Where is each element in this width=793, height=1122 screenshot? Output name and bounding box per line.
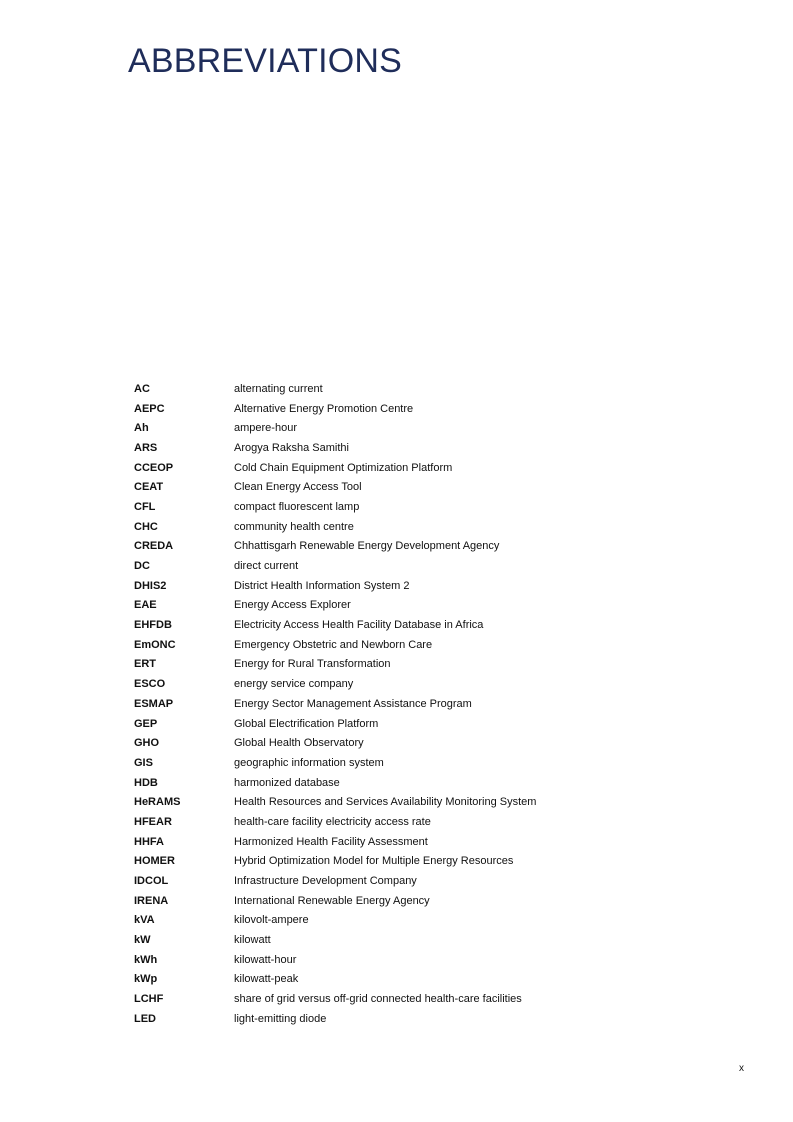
abbreviation-definition: Energy Access Explorer (234, 599, 351, 612)
abbreviation-row (134, 497, 654, 517)
abbreviation-definition: kilowatt-hour (234, 953, 297, 966)
abbreviation-code: DHIS2 (134, 579, 167, 592)
abbreviation-row (134, 596, 654, 616)
abbreviation-definition: Health Resources and Services Availability Monitoring System (234, 796, 537, 809)
abbreviation-definition: Cold Chain Equipment Optimization Platform (234, 461, 453, 474)
abbreviation-code: Ah (134, 422, 149, 435)
abbreviation-row (134, 537, 654, 557)
abbreviation-definition: District Health Information System 2 (234, 579, 410, 592)
abbreviation-definition: direct current (234, 560, 299, 573)
abbreviation-definition: kilowatt-peak (234, 973, 299, 986)
abbreviation-code: CCEOP (134, 461, 174, 474)
abbreviation-definition: Clean Energy Access Tool (234, 481, 362, 494)
abbreviation-code: CHC (134, 520, 158, 533)
abbreviation-definition: Global Health Observatory (234, 737, 364, 750)
abbreviation-code: ERT (134, 658, 156, 671)
page-title: ABBREVIATIONS (128, 42, 403, 80)
abbreviation-definition: share of grid versus off-grid connected health-care facilities (234, 993, 522, 1006)
abbreviation-definition: kilowatt (234, 934, 271, 947)
abbreviation-definition: community health centre (234, 520, 354, 533)
abbreviation-code: HDB (134, 776, 158, 789)
abbreviation-code: AEPC (134, 402, 165, 415)
abbreviation-code: LED (134, 1012, 156, 1025)
abbreviation-definition: alternating current (234, 382, 323, 395)
abbreviation-row (134, 556, 654, 576)
abbreviation-code: EHFDB (134, 619, 172, 632)
abbreviation-definition: Energy Sector Management Assistance Program (234, 697, 472, 710)
abbreviation-code: kWp (134, 973, 158, 986)
abbreviation-code: GHO (134, 737, 160, 750)
abbreviation-row (134, 773, 654, 793)
abbreviation-code: CREDA (134, 540, 174, 553)
abbreviation-row (134, 733, 654, 753)
abbreviation-code: IDCOL (134, 875, 169, 888)
abbreviation-code: DC (134, 560, 150, 573)
abbreviation-definition: Infrastructure Development Company (234, 875, 417, 888)
abbreviation-row (134, 852, 654, 872)
abbreviation-row (134, 517, 654, 537)
abbreviation-row (134, 477, 654, 497)
abbreviation-code: ESMAP (134, 697, 174, 710)
abbreviation-code: HOMER (134, 855, 175, 868)
abbreviation-code: kW (134, 934, 151, 947)
abbreviation-row (134, 714, 654, 734)
abbreviation-row (134, 1009, 654, 1029)
abbreviation-row (134, 674, 654, 694)
abbreviation-code: CEAT (134, 481, 164, 494)
abbreviation-row (134, 792, 654, 812)
abbreviation-code: IRENA (134, 894, 169, 907)
abbreviation-row (134, 911, 654, 931)
abbreviation-row (134, 871, 654, 891)
page-number: x (739, 1063, 744, 1074)
abbreviation-definition: health-care facility electricity access rate (234, 815, 431, 828)
abbreviation-row (134, 970, 654, 990)
abbreviation-row (134, 753, 654, 773)
abbreviation-definition: Energy for Rural Transformation (234, 658, 391, 671)
abbreviation-row (134, 576, 654, 596)
abbreviation-code: GEP (134, 717, 158, 730)
abbreviation-definition: Hybrid Optimization Model for Multiple Energy Resources (234, 855, 514, 868)
abbreviation-code: CFL (134, 500, 156, 513)
abbreviation-code: EmONC (134, 638, 176, 651)
abbreviation-code: kVA (134, 914, 155, 927)
abbreviation-code: EAE (134, 599, 157, 612)
abbreviation-row (134, 812, 654, 832)
abbreviation-definition: Arogya Raksha Samithi (234, 441, 349, 454)
abbreviation-row (134, 694, 654, 714)
abbreviation-definition: Harmonized Health Facility Assessment (234, 835, 428, 848)
abbreviation-list (134, 379, 654, 1029)
abbreviation-row (134, 930, 654, 950)
abbreviation-row (134, 438, 654, 458)
abbreviation-row (134, 832, 654, 852)
abbreviation-definition: Emergency Obstetric and Newborn Care (234, 638, 433, 651)
abbreviation-code: AC (134, 382, 150, 395)
abbreviation-row (134, 615, 654, 635)
abbreviation-row (134, 635, 654, 655)
abbreviation-row (134, 458, 654, 478)
abbreviation-code: GIS (134, 756, 153, 769)
abbreviation-definition: Alternative Energy Promotion Centre (234, 402, 414, 415)
abbreviation-row (134, 989, 654, 1009)
abbreviation-code: ARS (134, 441, 158, 454)
abbreviation-code: kWh (134, 953, 158, 966)
abbreviation-row (134, 891, 654, 911)
abbreviation-row (134, 379, 654, 399)
abbreviation-definition: Chhattisgarh Renewable Energy Development Agency (234, 540, 500, 553)
abbreviation-definition: kilovolt-ampere (234, 914, 309, 927)
abbreviation-code: LCHF (134, 993, 164, 1006)
abbreviation-code: HHFA (134, 835, 164, 848)
abbreviation-row (134, 950, 654, 970)
abbreviation-definition: International Renewable Energy Agency (234, 894, 430, 907)
abbreviation-definition: Electricity Access Health Facility Database in Africa (234, 619, 484, 632)
abbreviation-code: HFEAR (134, 815, 172, 828)
abbreviation-definition: Global Electrification Platform (234, 717, 379, 730)
abbreviation-definition: geographic information system (234, 756, 384, 769)
abbreviation-definition: compact fluorescent lamp (234, 500, 360, 513)
abbreviation-row (134, 655, 654, 675)
abbreviation-definition: harmonized database (234, 776, 340, 789)
abbreviation-code: HeRAMS (134, 796, 181, 809)
abbreviation-code: ESCO (134, 678, 166, 691)
abbreviation-definition: energy service company (234, 678, 354, 691)
abbreviation-definition: ampere-hour (234, 422, 297, 435)
abbreviation-definition: light-emitting diode (234, 1012, 327, 1025)
abbreviation-row (134, 399, 654, 419)
abbreviation-row (134, 418, 654, 438)
